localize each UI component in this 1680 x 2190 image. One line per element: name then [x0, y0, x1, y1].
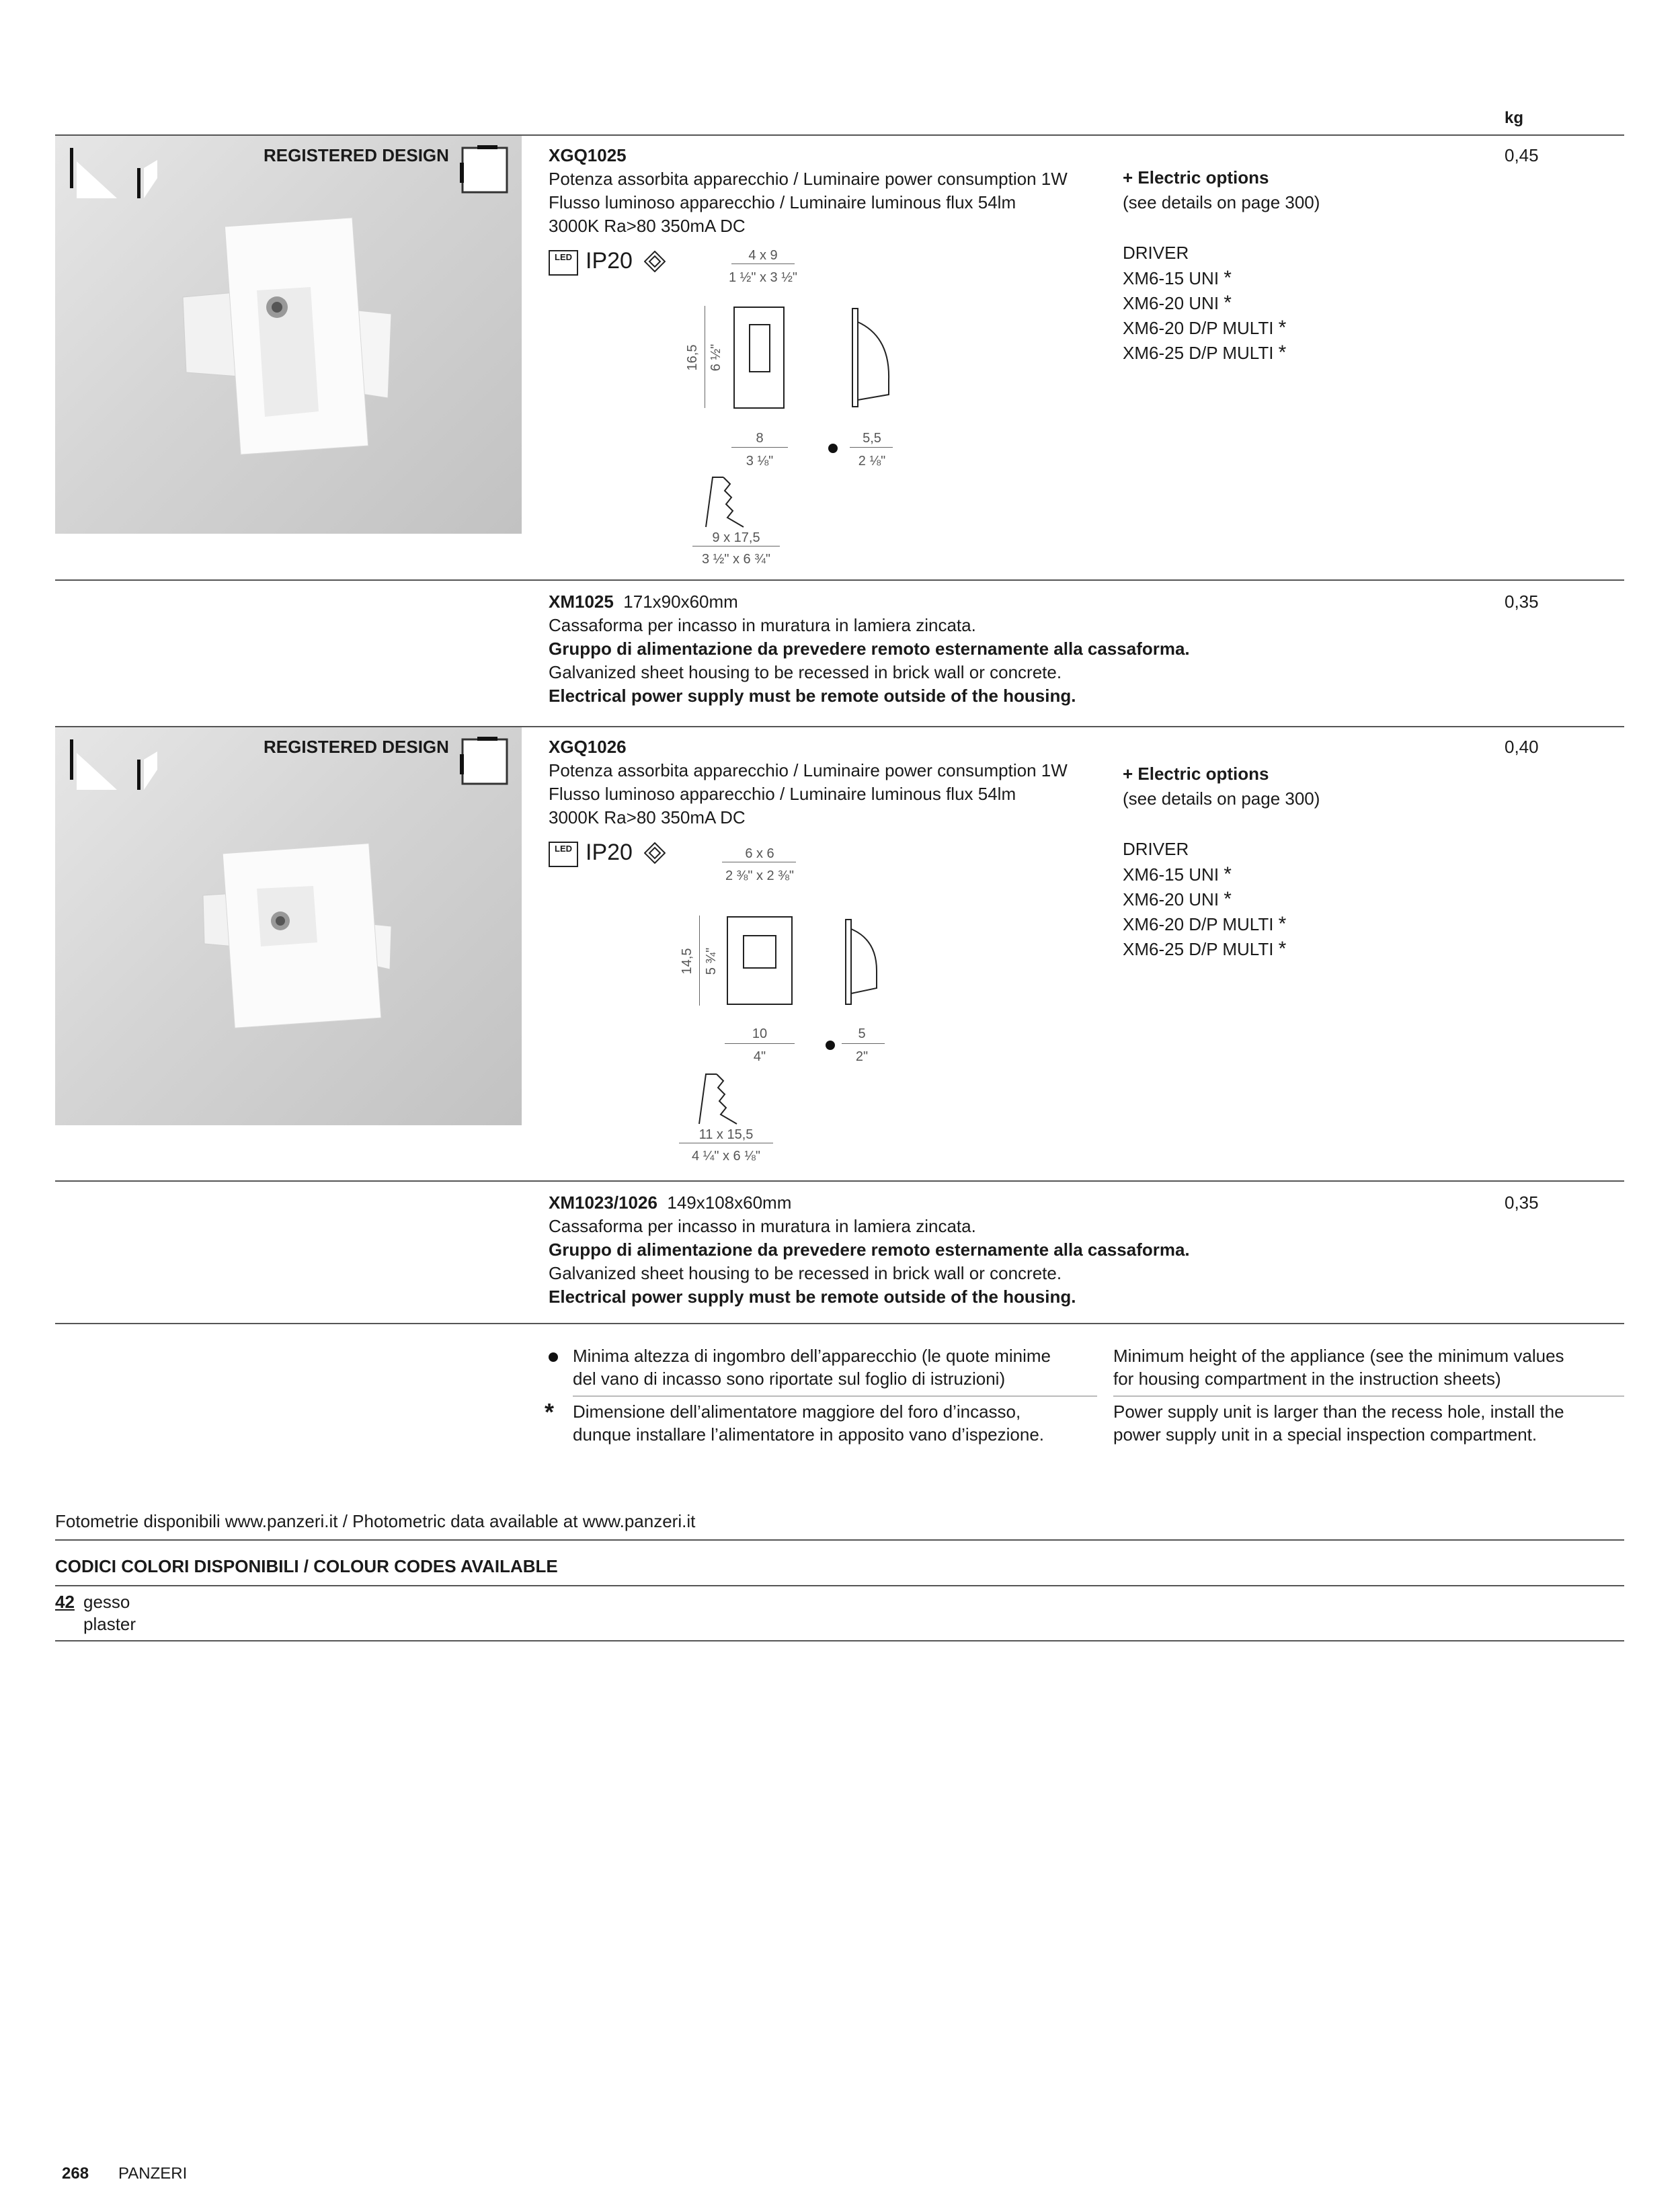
registered-design-icon [460, 734, 511, 788]
housing-code: XM1025 [549, 592, 614, 612]
dimension-line [842, 1043, 885, 1044]
note-en-line: Minimum height of the appliance (see the minimum values [1113, 1346, 1564, 1366]
housing-title [549, 1191, 791, 1215]
housing-description-it: Cassaforma per incasso in muratura in lamiera zincata. [549, 1216, 976, 1236]
cut-metric: 9 x 17,5 [712, 530, 760, 545]
light-spec: 3000K Ra>80 350mA DC [549, 216, 746, 236]
driver-item [1123, 291, 1232, 315]
driver-item [1123, 912, 1286, 936]
divider [55, 1585, 1624, 1586]
driver-name: XM6-15 UNI [1123, 268, 1219, 288]
emission-icon [70, 739, 157, 792]
driver-name: XM6-20 D/P MULTI [1123, 318, 1274, 338]
luminous-flux: Flusso luminoso apparecchio / Luminaire luminous flux 54lm [549, 784, 1016, 804]
page-number: 268 [62, 2164, 89, 2183]
min-height-bullet-icon [826, 1041, 835, 1050]
star-icon: * [1278, 938, 1287, 960]
electric-options-title: + Electric options [1123, 764, 1269, 784]
dimension-line [731, 447, 788, 448]
electric-options-note: (see details on page 300) [1123, 192, 1320, 212]
product-code: XGQ1026 [549, 737, 627, 757]
star-icon: * [1224, 888, 1232, 910]
width-metric: 8 [756, 431, 764, 446]
depth-metric: 5 [858, 1026, 866, 1041]
cut-inch: 4 ¼" x 6 ⅛" [691, 1149, 761, 1164]
cut-metric: 11 x 15,5 [698, 1127, 754, 1142]
note-it-line: Minima altezza di ingombro dell’apparecchio (le quote minime [573, 1346, 1051, 1366]
colour-code: 42 [55, 1592, 75, 1612]
weight-header: kg [1505, 109, 1524, 127]
dimension-line [725, 1043, 795, 1044]
driver-name: XM6-25 D/P MULTI [1123, 343, 1274, 363]
housing-power-note-it: Gruppo di alimentazione da prevedere remoto esternamente alla cassaforma. [549, 639, 1190, 659]
note-en-line: power supply unit in a special inspection compartment. [1113, 1424, 1537, 1445]
electric-options-note: (see details on page 300) [1123, 788, 1320, 809]
note-it-line: dunque installare l’alimentatore in apposito vano d’ispezione. [573, 1424, 1045, 1445]
driver-label: DRIVER [1123, 243, 1189, 263]
star-icon: * [1278, 317, 1287, 339]
star-icon: * [1278, 341, 1287, 364]
note-en-line: Power supply unit is larger than the recess hole, install the [1113, 1402, 1564, 1422]
min-height-bullet-icon [828, 444, 838, 453]
dimension-line [699, 916, 700, 1006]
depth-inch: 2 ⅛" [858, 454, 886, 469]
driver-item [1123, 341, 1286, 365]
star-icon: * [1224, 292, 1232, 314]
led-label: LED [555, 844, 572, 854]
insulation-class-icon [644, 842, 666, 864]
note-it-line: del vano di incasso sono riportate sul foglio di istruzioni) [573, 1369, 1006, 1389]
front-view-drawing [726, 916, 795, 1007]
housing-power-note-it: Gruppo di alimentazione da prevedere remoto esternamente alla cassaforma. [549, 1240, 1190, 1260]
housing-description-en: Galvanized sheet housing to be recessed in brick wall or concrete. [549, 1263, 1062, 1283]
ip-rating: IP20 [586, 840, 633, 865]
min-height-bullet-icon [549, 1352, 558, 1362]
divider [55, 1323, 1624, 1324]
cut-inch: 3 ½" x 6 ¾" [701, 552, 771, 567]
height-metric: 14,5 [680, 948, 694, 975]
note-en-line: for housing compartment in the instruction sheets) [1113, 1369, 1501, 1389]
luminous-flux: Flusso luminoso apparecchio / Luminaire luminous flux 54lm [549, 192, 1016, 212]
power-consumption: Potenza assorbita apparecchio / Luminaire power consumption 1W [549, 169, 1068, 189]
front-dim-metric: 4 x 9 [748, 248, 778, 263]
housing-title [549, 590, 738, 614]
brand-name: PANZERI [118, 2164, 188, 2183]
housing-size: 149x108x60mm [667, 1192, 792, 1213]
driver-name: XM6-20 D/P MULTI [1123, 914, 1274, 934]
housing-weight: 0,35 [1505, 592, 1539, 612]
star-icon: * [545, 1398, 555, 1426]
housing-weight: 0,35 [1505, 1192, 1539, 1213]
star-icon: * [1278, 913, 1287, 935]
housing-description-en: Galvanized sheet housing to be recessed in brick wall or concrete. [549, 662, 1062, 682]
dimension-line [850, 447, 893, 448]
driver-name: XM6-20 UNI [1123, 889, 1219, 909]
divider [55, 579, 1624, 581]
colour-name-en: plaster [83, 1614, 136, 1634]
height-metric: 16,5 [685, 344, 700, 371]
height-inch: 6 ½" [709, 343, 723, 372]
driver-item [1123, 316, 1286, 340]
divider [55, 1640, 1624, 1641]
registered-design-icon [460, 143, 511, 196]
colour-name-it: gesso [83, 1592, 130, 1612]
housing-code: XM1023/1026 [549, 1192, 657, 1213]
divider [573, 1395, 1097, 1397]
product-photo [55, 727, 522, 1125]
housing-description-it: Cassaforma per incasso in muratura in lamiera zincata. [549, 615, 976, 635]
front-dim-inch: 2 ⅜" x 2 ⅜" [725, 868, 795, 883]
housing-power-note-en: Electrical power supply must be remote outside of the housing. [549, 1287, 1076, 1307]
photometric-note: Fotometrie disponibili www.panzeri.it / Photometric data available at www.panzeri.it [55, 1511, 696, 1531]
housing-size: 171x90x60mm [623, 592, 738, 612]
ip-rating: IP20 [586, 248, 633, 274]
divider [1113, 1395, 1624, 1397]
led-icon [549, 842, 578, 867]
light-spec: 3000K Ra>80 350mA DC [549, 807, 746, 827]
led-icon [549, 250, 578, 276]
side-view-drawing [851, 306, 898, 411]
product-code: XGQ1025 [549, 145, 627, 165]
product-weight: 0,45 [1505, 145, 1539, 165]
driver-name: XM6-25 D/P MULTI [1123, 939, 1274, 959]
driver-item [1123, 937, 1286, 961]
registered-design-label: REGISTERED DESIGN [264, 737, 449, 757]
power-consumption: Potenza assorbita apparecchio / Luminaire power consumption 1W [549, 760, 1068, 780]
insulation-class-icon [644, 251, 666, 272]
depth-metric: 5,5 [863, 431, 881, 446]
led-label: LED [555, 252, 572, 262]
driver-item [1123, 266, 1232, 290]
dimension-line [731, 263, 795, 264]
driver-label: DRIVER [1123, 839, 1189, 859]
front-dim-metric: 6 x 6 [745, 846, 774, 861]
driver-item [1123, 887, 1232, 911]
recess-cut-icon [692, 1071, 773, 1125]
note-it-line: Dimensione dell’alimentatore maggiore del foro d’incasso, [573, 1402, 1021, 1422]
product-photo [55, 136, 522, 534]
driver-name: XM6-15 UNI [1123, 864, 1219, 885]
driver-name: XM6-20 UNI [1123, 293, 1219, 313]
housing-power-note-en: Electrical power supply must be remote outside of the housing. [549, 686, 1076, 706]
driver-item [1123, 862, 1232, 887]
star-icon: * [1224, 267, 1232, 289]
divider [55, 1539, 1624, 1541]
registered-design-label: REGISTERED DESIGN [264, 145, 449, 165]
side-view-drawing [844, 917, 885, 1007]
depth-inch: 2" [855, 1049, 869, 1064]
recess-cut-icon [699, 475, 780, 528]
electric-options-title: + Electric options [1123, 167, 1269, 188]
star-icon: * [1224, 863, 1232, 885]
divider [55, 1180, 1624, 1182]
width-inch: 4" [753, 1049, 766, 1064]
height-inch: 5 ¾" [704, 947, 719, 975]
colour-codes-title: CODICI COLORI DISPONIBILI / COLOUR CODES AVAILABLE [55, 1556, 558, 1576]
front-dim-inch: 1 ½" x 3 ½" [728, 270, 798, 285]
width-metric: 10 [752, 1026, 768, 1041]
product-weight: 0,40 [1505, 737, 1539, 757]
width-inch: 3 ⅛" [746, 454, 774, 469]
front-view-drawing [733, 306, 787, 411]
emission-icon [70, 148, 157, 200]
